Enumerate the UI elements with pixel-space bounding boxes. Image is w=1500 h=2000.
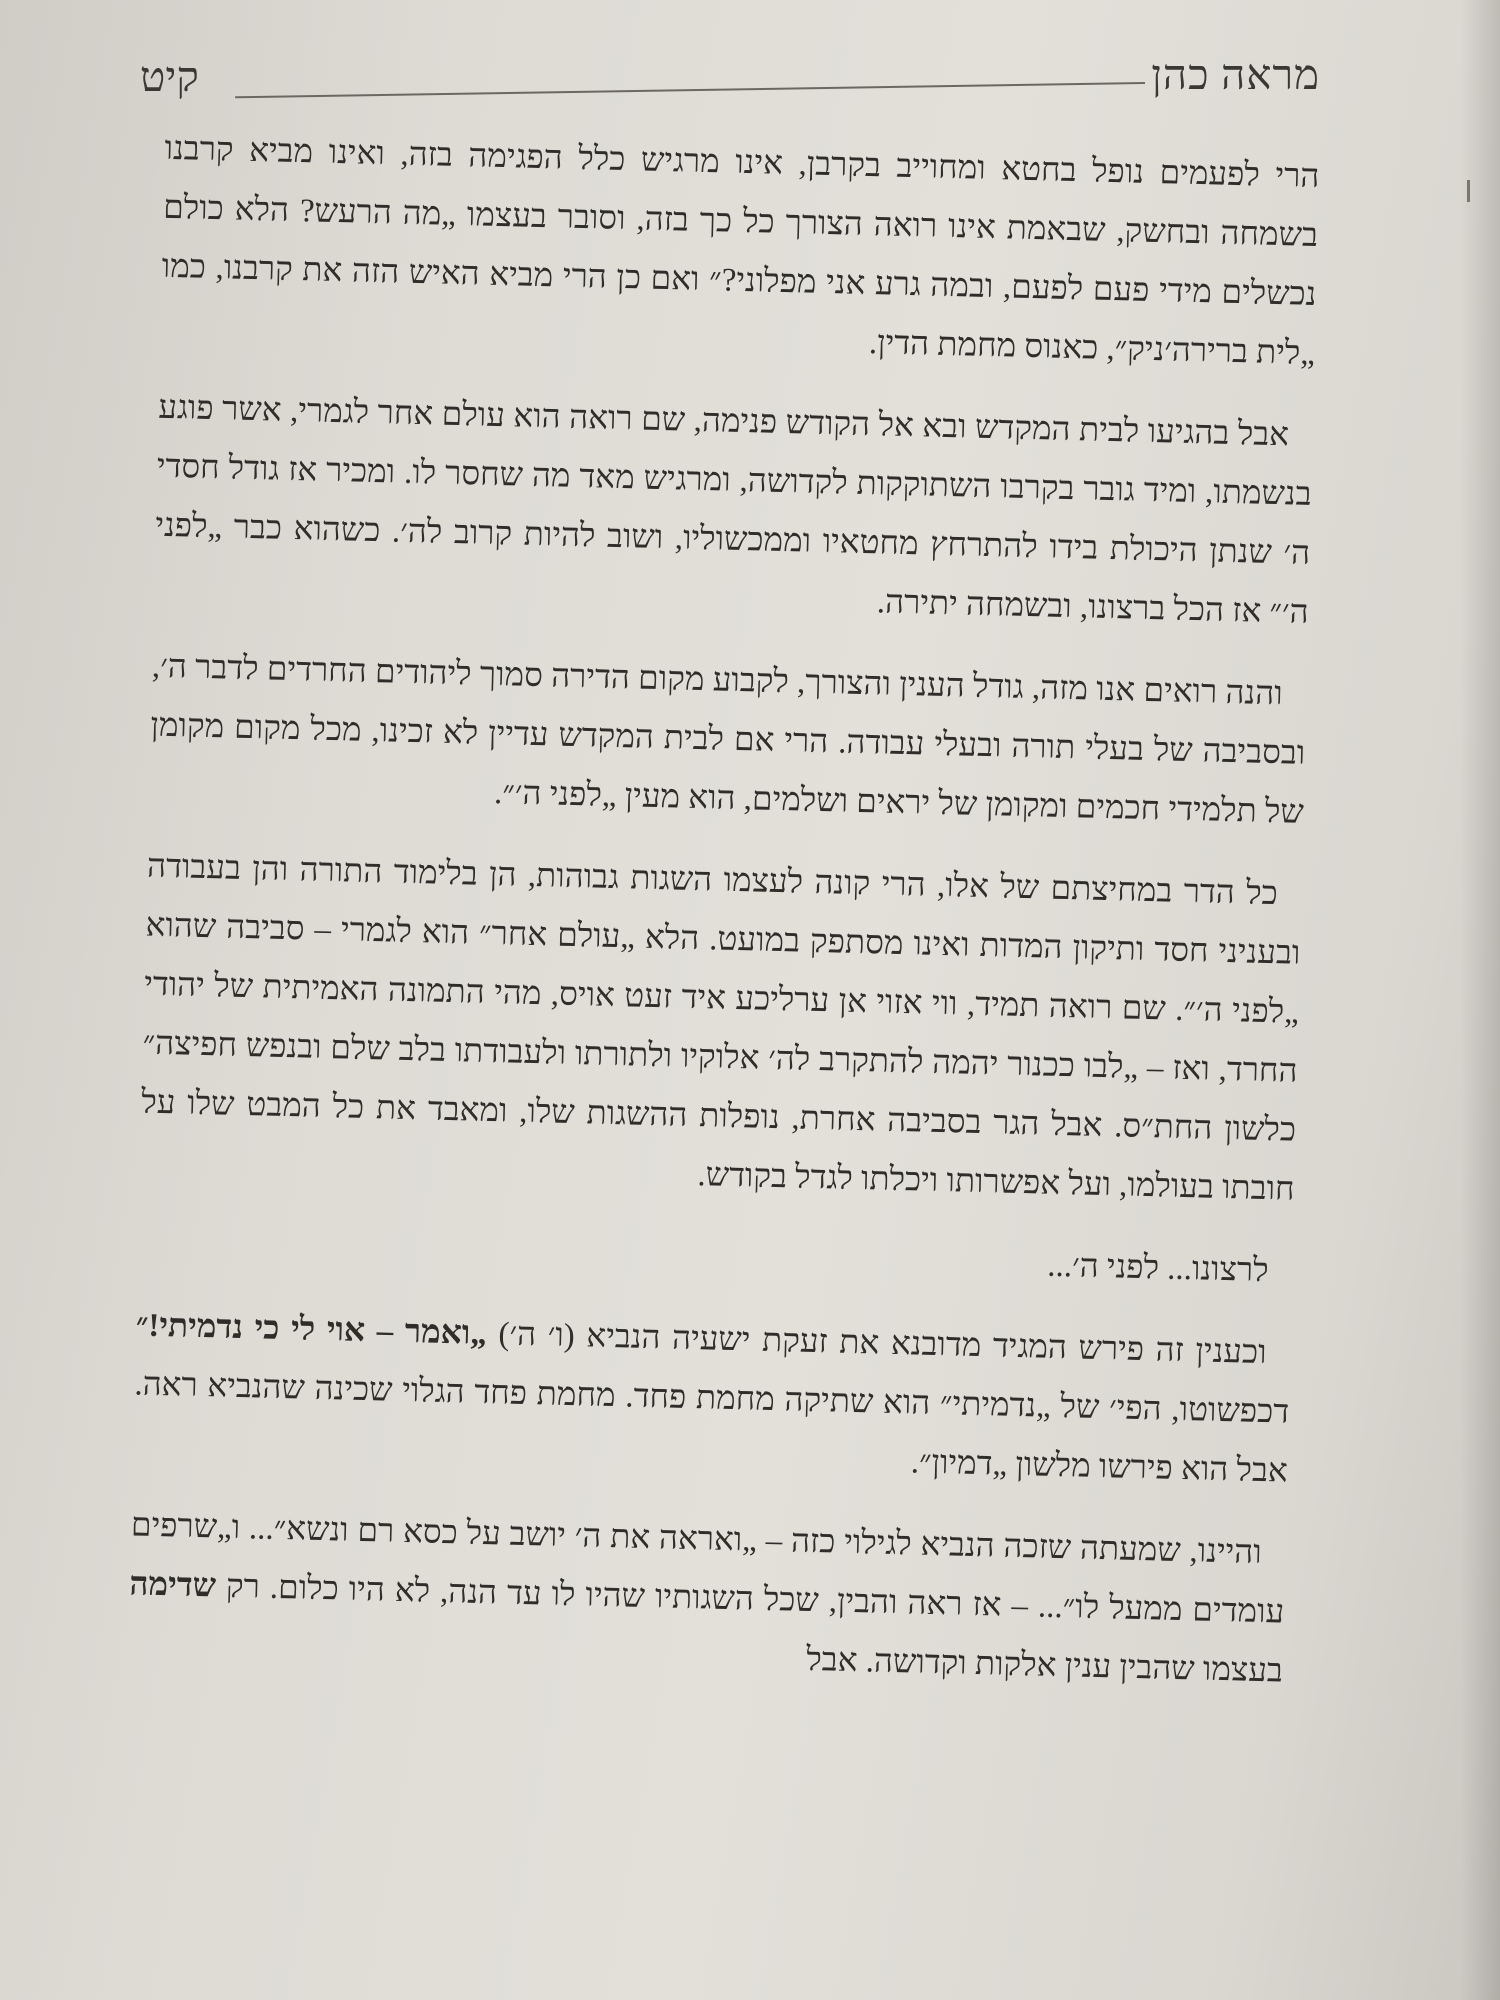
paragraph-2: אבל בהגיעו לבית המקדש ובא אל הקודש פנימה, שם רואה הוא עולם אחר לגמרי, אשר פוגע בנשמתו, ומיד גובר בקרבו השתוקקות לקדושה, ומרגיש מאד מה שחסר לו. ומכיר אז גודל חסדי ה׳ שנתן היכולת בידו להתרחץ מחטאיו וממכשוליו, ושוב להיות קרוב לה׳. כשהוא כבר „לפני ה׳״ אז הכל ברצונו, ובשמחה יתירה. <box>154 389 1312 631</box>
body-text <box>127 120 1320 1725</box>
margin-mark <box>1467 180 1470 202</box>
paragraph-1: הרי לפעמים נופל בחטא ומחוייב בקרבן, אינו מרגיש כלל הפגימה בזה, ואינו מביא קרבנו בשמחה ובחשק, שבאמת אינו רואה הצורך כל כך בזה, וסובר בעצמו „מה הרעש? הלא כולם נכשלים מידי פעם לפעם, ובמה גרע אני מפלוני?״ ואם כן הרי מביא האיש הזה את קרבנו, כמו „לית ברירה׳ניק״, כאנוס מחמת הדין. <box>161 130 1320 372</box>
paragraph-4: כל הדר במחיצתם של אלו, הרי קונה לעצמו השגות גבוהות, הן בלימוד התורה והן בעבודה ובעניני חסד ותיקון המדות ואינו מסתפק במועט. הלא „עולם אחר״ הוא לגמרי – סביבה שהוא „לפני ה׳״. שם רואה תמיד, ווי אזוי אן ערליכע איד זעט אויס, מהי התמונה האמיתית של יהודי החרד, ואז – „לבו ככנור יהמה להתקרב לה׳ אלוקיו ולתורתו ולעבודתו בלב שלם ובנפש חפיצה״ כלשון החת״ס. אבל הגר בסביבה אחרת, נופלות ההשגות שלו, ומאבד את כל המבט שלו על חובתו בעולמו, ועל אפשרותו ויכלתו לגדל בקודש. <box>140 848 1301 1208</box>
paragraph-6-text-b: בעצמו שהבין ענין אלקות וקדושה. אבל <box>805 1641 1284 1690</box>
paragraph-5-text-a: וכענין זה פירש המגיד מדובנא את זעקת ישעיה הנביא (ו׳ ה׳) <box>486 1316 1267 1372</box>
paragraph-6-text-a: והיינו, שמעתה שזכה הנביא לגילוי כזה – „ואראה את ה׳ יושב על כסא רם ונשא״... ו„שרפים עומדים ממעל לו״... – אז ראה והבין, שכל השגותיו שהיו לו עד הנה, לא היו כלום. רק <box>130 1507 1285 1631</box>
paragraph-5 <box>132 1296 1291 1501</box>
paragraph-6-bold-word: שדימה <box>129 1566 217 1605</box>
paragraph-5-text-b: דכפשוטו, הפי׳ של „נדמיתי״ הוא שתיקה מחמת פחד. מחמת פחד הגלוי שכינה שהנביא ראה. אבל הוא פירשו מלשון „דמיון״. <box>133 1366 1290 1490</box>
section-subhead: לרצונו... לפני ה׳... <box>1046 1247 1269 1290</box>
running-head <box>140 48 1320 118</box>
paragraph-6 <box>127 1496 1286 1701</box>
paragraph-3: והנה רואים אנו מזה, גודל הענין והצורך, לקבוע מקום הדירה סמוך ליהודים החרדים לדבר ה׳, ובסביבה של בעלי תורה ובעלי עבודה. הרי אם לבית המקדש עדיין לא זכינו, מכל מקום מקומן של תלמידי חכמים ומקומן של יראים ושלמים, הוא מעין „לפני ה׳״. <box>150 648 1306 831</box>
book-title: מראה כהן <box>1151 53 1320 99</box>
page-shadow-edge <box>1460 0 1500 2000</box>
paragraph-5-bold-quote: „ואמר – אוי לי כי נדמיתי!״ <box>135 1307 488 1352</box>
page-number: קיט <box>140 55 199 101</box>
header-rule <box>235 82 1145 98</box>
